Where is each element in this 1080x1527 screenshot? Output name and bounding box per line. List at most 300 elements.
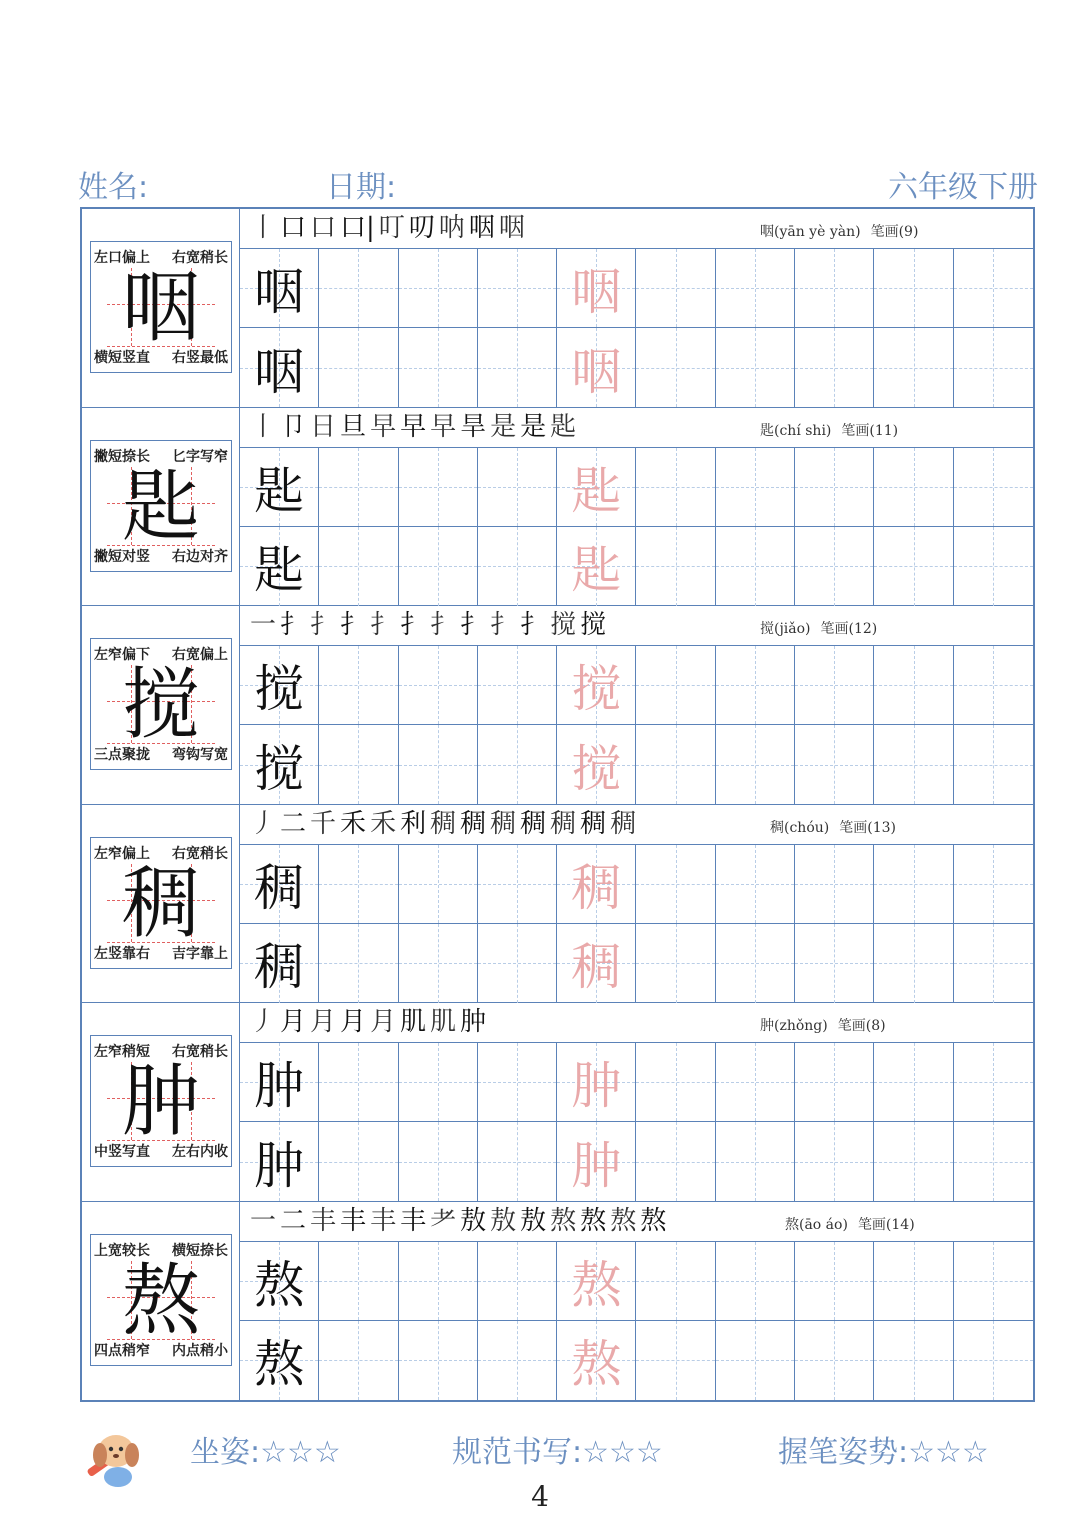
writing-tip: 右边对齐 [172, 548, 228, 565]
stroke-step: 呐 [438, 213, 465, 243]
writing-tip: 左窄稍短 [94, 1044, 150, 1060]
stroke-step: 搅 [580, 610, 607, 640]
writing-cell[interactable] [399, 328, 478, 407]
stroke-step: 丨 [250, 411, 277, 442]
stroke-step: 扌 [430, 610, 457, 640]
practice-sheet [80, 207, 1035, 1402]
practice-grid [240, 1242, 1033, 1400]
writing-cell[interactable] [716, 924, 795, 1003]
stroke-step: 敖 [460, 1205, 487, 1236]
writing-cell[interactable] [240, 328, 319, 407]
stroke-step: 扌 [460, 610, 487, 640]
practice-area [240, 408, 1033, 606]
writing-cell[interactable] [636, 1321, 715, 1400]
writing-cell[interactable] [636, 249, 715, 328]
stroke-step: 千 [310, 808, 337, 839]
writing-cell[interactable] [795, 527, 874, 606]
stroke-step: 叨 [408, 213, 435, 243]
writing-cell[interactable] [399, 845, 478, 924]
practice-grid [240, 249, 1033, 407]
writing-cell[interactable] [399, 1242, 478, 1321]
writing-cell[interactable] [240, 527, 319, 606]
trace-character: 搅 [571, 660, 622, 718]
writing-cell[interactable] [478, 845, 557, 924]
sample-character: 稠 [254, 858, 305, 917]
stroke-step: 搅 [550, 610, 577, 640]
writing-cell[interactable] [874, 1242, 953, 1321]
writing-cell[interactable] [478, 249, 557, 328]
char-block [82, 1003, 1033, 1202]
writing-cell[interactable] [478, 646, 557, 725]
stroke-step: 月 [280, 1007, 307, 1037]
writing-cell[interactable] [716, 1043, 795, 1122]
pen-grip [778, 1427, 989, 1471]
practice-area [240, 1202, 1033, 1401]
sample-character: 咽 [254, 342, 305, 401]
sitting-stars: ☆☆☆ [260, 1435, 341, 1470]
writing-cell[interactable] [795, 1321, 874, 1400]
writing-cell[interactable] [954, 1242, 1033, 1321]
stroke-step: 扌 [310, 610, 337, 640]
model-character: 肿 [121, 1057, 200, 1147]
stroke-sequence [250, 609, 606, 641]
writing-tip: 横短捺长 [172, 1242, 228, 1259]
practice-grid [240, 845, 1033, 1003]
writing-cell[interactable] [478, 527, 557, 606]
stroke-step: 稠 [580, 808, 607, 839]
writing-cell[interactable] [240, 924, 319, 1003]
writing-cell[interactable] [319, 249, 398, 328]
writing-cell[interactable] [795, 1122, 874, 1201]
stroke-step: 稠 [490, 808, 517, 839]
stroke-step: 熬 [550, 1205, 577, 1236]
writing-cell[interactable] [478, 725, 557, 804]
stroke-step: 熬 [640, 1205, 667, 1236]
writing-cell[interactable] [795, 328, 874, 407]
writing-cell[interactable] [716, 448, 795, 527]
writing-cell[interactable] [954, 1321, 1033, 1400]
stroke-step: 匙 [550, 411, 577, 442]
stroke-step: 扌 [490, 610, 517, 640]
writing-cell[interactable] [319, 1242, 398, 1321]
reference-card [90, 1035, 232, 1167]
stroke-step: 一 [250, 610, 277, 640]
model-character: 匙 [121, 461, 200, 552]
stroke-step: 肌 [400, 1007, 427, 1037]
writing-cell[interactable] [399, 1122, 478, 1201]
writing-cell[interactable] [954, 646, 1033, 725]
stroke-step: 卩 [280, 411, 307, 442]
writing-tip: 上宽较长 [94, 1242, 150, 1259]
char-block [82, 606, 1033, 805]
stroke-step: 丰 [340, 1205, 367, 1236]
stroke-step: 熬 [580, 1205, 607, 1236]
writing-cell[interactable] [636, 527, 715, 606]
sample-character: 匙 [254, 461, 305, 520]
writing-cell[interactable] [319, 328, 398, 407]
stroke-step: 月 [310, 1007, 337, 1037]
writing-cell[interactable] [795, 725, 874, 804]
page-number: 4 [531, 1480, 549, 1513]
writing-cell[interactable] [478, 448, 557, 527]
stroke-step: 扌 [280, 610, 307, 640]
sample-character: 熬 [254, 1255, 305, 1314]
writing-cell[interactable] [478, 1043, 557, 1122]
writing-tip: 三点聚拢 [94, 747, 150, 763]
sample-character: 咽 [254, 263, 305, 321]
writing-tip: 右宽稍长 [172, 845, 228, 862]
writing-cell[interactable] [319, 646, 398, 725]
writing-cell[interactable] [319, 725, 398, 804]
writing-cell[interactable] [557, 1321, 636, 1400]
writing-cell[interactable] [795, 924, 874, 1003]
writing-cell[interactable] [954, 1043, 1033, 1122]
pinyin: 匙(chí shi) [760, 422, 832, 439]
sample-character: 肿 [254, 1136, 305, 1195]
stroke-step: 叮 [378, 213, 405, 243]
writing-cell[interactable] [636, 1242, 715, 1321]
stroke-step: 早 [400, 411, 427, 442]
pinyin: 肿(zhǒng) [760, 1018, 828, 1034]
stroke-step: 丿 [250, 808, 277, 839]
stroke-step: 日 [310, 411, 337, 442]
writing-tip: 右宽偏上 [172, 647, 228, 663]
writing-tip: 中竖写直 [94, 1144, 150, 1160]
writing-cell[interactable] [636, 1122, 715, 1201]
stroke-step: 二 [280, 1205, 307, 1236]
stroke-step: 敖 [490, 1205, 517, 1236]
stroke-count: 笔画(8) [837, 1018, 886, 1034]
stroke-step: 丿 [250, 1007, 277, 1037]
writing-cell[interactable] [716, 249, 795, 328]
sample-character: 肿 [254, 1057, 305, 1115]
model-character: 熬 [121, 1255, 200, 1346]
writing-cell[interactable] [557, 845, 636, 924]
reference-card [90, 1234, 232, 1366]
writing-cell[interactable] [557, 1122, 636, 1201]
writing-cell[interactable] [240, 1321, 319, 1400]
grip-label: 握笔姿势: [778, 1435, 909, 1470]
stroke-step: 丨 [250, 213, 277, 243]
stroke-step: 丰 [310, 1205, 337, 1236]
stroke-order-row [240, 209, 1033, 249]
stroke-step: 稠 [430, 808, 457, 839]
writing-cell[interactable] [399, 527, 478, 606]
writing-cell[interactable] [954, 328, 1033, 407]
writing-cell[interactable] [716, 845, 795, 924]
writing-cell[interactable] [478, 1321, 557, 1400]
writing-cell[interactable] [874, 924, 953, 1003]
writing-cell[interactable] [874, 1321, 953, 1400]
writing-cell[interactable] [557, 924, 636, 1003]
writing-cell[interactable] [954, 249, 1033, 328]
footer [0, 1415, 1080, 1485]
stroke-order-row [240, 408, 1033, 448]
sitting-posture [190, 1427, 341, 1471]
name-label: 姓名: [78, 170, 149, 205]
writing-cell[interactable] [399, 1043, 478, 1122]
stroke-step: 是 [520, 411, 547, 442]
stroke-step: 早 [430, 411, 457, 442]
writing-cell[interactable] [240, 1043, 319, 1122]
trace-character: 稠 [571, 858, 622, 917]
trace-character: 匙 [571, 541, 622, 599]
writing-cell[interactable] [557, 646, 636, 725]
reference-card [90, 241, 232, 373]
writing-cell[interactable] [636, 924, 715, 1003]
writing-cell[interactable] [716, 328, 795, 407]
stroke-step: 稠 [610, 808, 637, 839]
sample-character: 匙 [254, 541, 305, 599]
trace-character: 熬 [571, 1255, 622, 1314]
writing-cell[interactable] [557, 527, 636, 606]
stroke-step: 肿 [460, 1007, 487, 1037]
writing-cell[interactable] [399, 725, 478, 804]
char-info [760, 420, 898, 440]
writing-cell[interactable] [319, 845, 398, 924]
stroke-step: 耂 [430, 1205, 457, 1236]
stroke-count: 笔画(11) [841, 422, 899, 439]
stroke-step: 月 [370, 1007, 397, 1037]
practice-area [240, 1003, 1033, 1201]
stroke-sequence [250, 1205, 666, 1237]
writing-cell[interactable] [874, 249, 953, 328]
sample-character: 搅 [254, 739, 305, 798]
writing-cell[interactable] [874, 646, 953, 725]
writing-cell[interactable] [240, 448, 319, 527]
writing-tip: 横短竖直 [94, 350, 150, 366]
model-character: 咽 [121, 263, 200, 353]
writing-cell[interactable] [478, 924, 557, 1003]
reference-panel [82, 1202, 240, 1401]
practice-area [240, 805, 1033, 1003]
writing-cell[interactable] [557, 249, 636, 328]
writing-cell[interactable] [954, 527, 1033, 606]
stroke-step: 利 [400, 808, 427, 839]
char-info [785, 1214, 915, 1234]
reference-card [90, 638, 232, 770]
writing-cell[interactable] [795, 1242, 874, 1321]
stroke-step: 月 [340, 1007, 367, 1037]
reference-card [90, 440, 232, 572]
writing-cell[interactable] [319, 1122, 398, 1201]
writing-tip: 右宽稍长 [172, 250, 228, 266]
writing-cell[interactable] [716, 1242, 795, 1321]
writing-cell[interactable] [716, 646, 795, 725]
stroke-step: 稠 [520, 808, 547, 839]
trace-character: 稠 [571, 938, 622, 996]
stroke-step: 扌 [340, 610, 367, 640]
writing-cell[interactable] [716, 1321, 795, 1400]
char-block [82, 209, 1033, 408]
stroke-step: 肌 [430, 1007, 457, 1037]
practice-area [240, 209, 1033, 407]
writing-cell[interactable] [954, 725, 1033, 804]
writing-cell[interactable] [240, 725, 319, 804]
reference-panel [82, 1003, 240, 1201]
practice-area [240, 606, 1033, 804]
writing-cell[interactable] [319, 448, 398, 527]
writing-cell[interactable] [795, 249, 874, 328]
writing-cell[interactable] [319, 924, 398, 1003]
writing-cell[interactable] [240, 1122, 319, 1201]
writing-cell[interactable] [716, 1122, 795, 1201]
writing-cell[interactable] [240, 845, 319, 924]
writing-cell[interactable] [874, 845, 953, 924]
writing-cell[interactable] [478, 1242, 557, 1321]
stroke-sequence [250, 808, 636, 840]
writing-cell[interactable] [874, 1043, 953, 1122]
writing-cell[interactable] [478, 1122, 557, 1201]
stroke-step: 稠 [550, 808, 577, 839]
trace-character: 匙 [571, 461, 622, 520]
stroke-step: 丰 [400, 1205, 427, 1236]
stroke-step: 口 [310, 213, 337, 243]
char-info [760, 221, 918, 241]
writing-cell[interactable] [716, 725, 795, 804]
practice-grid [240, 646, 1033, 804]
practice-grid [240, 1043, 1033, 1201]
model-character: 稠 [121, 858, 200, 949]
stroke-step: 咽 [468, 213, 495, 243]
writing-tip: 左竖靠右 [94, 945, 150, 962]
writing-cell[interactable] [636, 448, 715, 527]
pinyin: 咽(yān yè yàn) [760, 224, 861, 240]
pinyin: 稠(chóu) [770, 819, 830, 836]
writing-cell[interactable] [319, 1043, 398, 1122]
stroke-step: 熬 [610, 1205, 637, 1236]
pinyin: 搅(jiǎo) [760, 621, 811, 637]
stroke-sequence [250, 212, 525, 244]
writing-cell[interactable] [874, 448, 953, 527]
writing-tip: 撇短对竖 [94, 548, 150, 565]
writing-cell[interactable] [557, 725, 636, 804]
writing-tip: 内点稍小 [172, 1342, 228, 1359]
stroke-step: 是 [490, 411, 517, 442]
stroke-step: 一 [250, 1205, 277, 1236]
writing-cell[interactable] [795, 646, 874, 725]
writing-cell[interactable] [795, 448, 874, 527]
stroke-sequence [250, 411, 576, 443]
writing-cell[interactable] [795, 1043, 874, 1122]
writing-cell[interactable] [240, 1242, 319, 1321]
trace-character: 咽 [571, 342, 622, 401]
sitting-label: 坐姿: [190, 1435, 261, 1470]
writing-cell[interactable] [399, 249, 478, 328]
stroke-step: 旱 [460, 411, 487, 442]
sample-character: 稠 [254, 938, 305, 996]
writing-cell[interactable] [954, 448, 1033, 527]
writing-cell[interactable] [874, 1122, 953, 1201]
reference-panel [82, 805, 240, 1003]
stroke-order-row [240, 1003, 1033, 1043]
writing-cell[interactable] [399, 448, 478, 527]
stroke-order-row [240, 1202, 1033, 1242]
writing-cell[interactable] [636, 725, 715, 804]
stroke-step: 咽 [498, 213, 525, 243]
reference-panel [82, 606, 240, 804]
char-block [82, 1202, 1033, 1401]
writing-cell[interactable] [636, 845, 715, 924]
writing-cell[interactable] [319, 1321, 398, 1400]
writing-cell[interactable] [636, 1043, 715, 1122]
writing-tip: 吉字靠上 [172, 945, 228, 962]
reference-panel [82, 408, 240, 606]
sample-character: 搅 [254, 660, 305, 718]
writing-cell[interactable] [716, 527, 795, 606]
writing-cell[interactable] [557, 1242, 636, 1321]
writing-tip: 左窄偏上 [94, 845, 150, 862]
stroke-step: 口 [280, 213, 307, 243]
writing-cell[interactable] [874, 328, 953, 407]
writing-cell[interactable] [557, 1043, 636, 1122]
char-info [760, 618, 877, 638]
writing-tip: 左口偏上 [94, 250, 150, 266]
stroke-step: 稠 [460, 808, 487, 839]
grip-stars: ☆☆☆ [908, 1435, 989, 1470]
stroke-step: 扌 [520, 610, 547, 640]
writing-cell[interactable] [399, 924, 478, 1003]
stroke-step: 口| [340, 213, 375, 243]
stroke-sequence [250, 1006, 486, 1038]
writing-cell[interactable] [399, 1321, 478, 1400]
writing-cell[interactable] [319, 527, 398, 606]
stroke-count: 笔画(9) [870, 224, 919, 240]
stroke-step: 扌 [370, 610, 397, 640]
sample-character: 熬 [254, 1335, 305, 1393]
writing-cell[interactable] [636, 646, 715, 725]
standard-writing [452, 1427, 663, 1471]
trace-character: 熬 [571, 1335, 622, 1393]
writing-cell[interactable] [954, 845, 1033, 924]
writing-tip: 弯钩写宽 [172, 747, 228, 763]
stroke-step: 禾 [340, 808, 367, 839]
writing-cell[interactable] [399, 646, 478, 725]
char-info [770, 817, 896, 837]
trace-character: 肿 [571, 1136, 622, 1195]
writing-cell[interactable] [874, 725, 953, 804]
writing-cell[interactable] [795, 845, 874, 924]
writing-tip: 左右内收 [172, 1144, 228, 1160]
writing-tip: 撇短捺长 [94, 448, 150, 465]
stroke-step: 丰 [370, 1205, 397, 1236]
writing-tip: 匕字写窄 [172, 448, 228, 465]
writing-cell[interactable] [240, 646, 319, 725]
writing-tip: 右竖最低 [172, 350, 228, 366]
trace-character: 肿 [571, 1057, 622, 1115]
pinyin: 熬(āo áo) [785, 1216, 848, 1233]
writing-cell[interactable] [557, 328, 636, 407]
trace-character: 搅 [571, 739, 622, 798]
writing-cell[interactable] [240, 249, 319, 328]
writing-tip: 四点稍窄 [94, 1342, 150, 1359]
stroke-count: 笔画(13) [839, 819, 896, 836]
stroke-count: 笔画(12) [820, 621, 878, 637]
writing-cell[interactable] [557, 448, 636, 527]
writing-cell[interactable] [954, 1122, 1033, 1201]
reference-panel [82, 209, 240, 407]
writing-cell[interactable] [478, 328, 557, 407]
writing-cell[interactable] [954, 924, 1033, 1003]
writing-tip: 右宽稍长 [172, 1044, 228, 1060]
stroke-order-row [240, 606, 1033, 646]
writing-stars: ☆☆☆ [582, 1435, 663, 1470]
writing-cell[interactable] [874, 527, 953, 606]
date-label: 日期: [326, 170, 397, 205]
writing-cell[interactable] [636, 328, 715, 407]
stroke-step: 早 [370, 411, 397, 442]
grade-label: 六年级下册 [888, 170, 1038, 205]
